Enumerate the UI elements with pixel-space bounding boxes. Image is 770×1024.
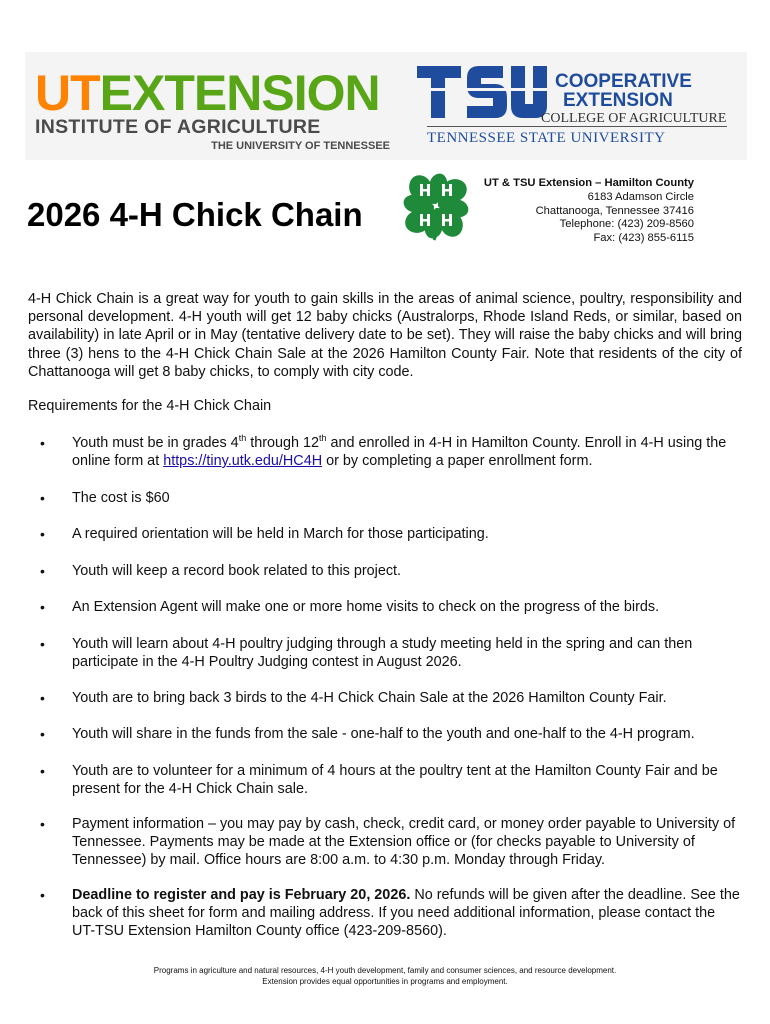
office-phone: Telephone: (423) 209-8560 xyxy=(559,218,694,231)
office-fax: Fax: (423) 855-6115 xyxy=(593,232,694,245)
page-title: 2026 4-H Chick Chain xyxy=(27,196,363,233)
ut-letters: UT xyxy=(35,65,100,121)
office-city: Chattanooga, Tennessee 37416 xyxy=(535,204,694,217)
university-of-tennessee-text: THE UNIVERSITY OF TENNESSEE xyxy=(211,140,390,152)
office-street: 6183 Adamson Circle xyxy=(587,190,694,203)
footer-programs-line: Programs in agriculture and natural resources, 4-H youth development, family and consumer sciences, and resource development. xyxy=(153,966,617,975)
intro-paragraph: 4-H Chick Chain is a great way for youth to gain skills in the areas of animal science, poultry, responsibility and personal development. 4-H youth will get 12 baby chicks (Australorps, Rhode Island Reds, or similar, based on availability) in late April or in May (tentative delivery date to be set). They will raise the baby chicks and will bring three (3) hens to the 4-H Chick Chain Sale at the 2026 Hamilton County Fair. Note that residents of the city of Chattanooga will get 8 baby chicks, to comply with city code. xyxy=(28,291,742,380)
bullet-icon: • xyxy=(40,490,45,506)
extension-text: EXTENSION xyxy=(563,90,673,111)
bullet-icon: • xyxy=(40,599,45,615)
ut-extension-logo xyxy=(35,66,390,154)
footer xyxy=(0,966,770,987)
four-leaf-clover-icon xyxy=(396,166,476,246)
bullet-icon: • xyxy=(40,690,45,706)
institute-of-agriculture-text: INSTITUTE OF AGRICULTURE xyxy=(35,116,321,138)
bullet-icon: • xyxy=(40,816,45,832)
college-of-agriculture-text: COLLEGE OF AGRICULTURE xyxy=(541,111,727,126)
flyer-page: UTEXTENSION INSTITUTE OF AGRICULTURE THE UNIVERSITY OF TENNESSEE COOPERATIVE EXTENSION COLLEGE OF AGRICULTURE TENNESSEE STATE UNIVERSITY 2026 4-H Chick Chain UT & TSU Extension – Hamilton County 6183 Adamson Circle Chattanooga, Tennessee 37416 Telephone: (423) 209-8560 Fax: (423) 855-6115 4-H Chick Chain is a great way for youth to gain skills in the areas of animal science, poultry, responsibility and personal development. 4-H youth will get 12 baby chicks (Australorps, Rhode Island Reds, or similar, based on availability) in late April or in May (tentative delivery date to be set). They will raise the baby chicks and will bring three (3) hens to the 4-H Chick Chain Sale at the 2026 Hamilton County Fair. Note that residents of the city of Chattanooga will get 8 baby chicks, to comply with city code. Requirements for the 4-H Chick Chain • Youth must be in grades 4th through 12th and enrolled in 4-H in Hamilton County. Enroll in 4-H using the online form at https://tiny.utk.edu/HC4H or by completing a paper enrollment form. • The cost is $60 • A required orientation will be held in March for those participating. • Youth will keep a record book related to this project. • An Extension Agent will make one or more home visits to check on the progress of the birds. • Youth will learn about 4-H poultry judging through a study meeting held in the spring and can then participate in the 4-H Poultry Judging contest in August 2026. • Youth are to bring back 3 birds to the 4-H Chick Chain Sale at the 2026 Hamilton County Fair. • Youth will share in the funds from the sale - one-half to the youth and one-half to the 4-H program. • Youth are to volunteer for a minimum of 4 hours at the poultry tent at the Hamilton County Fair and be present for the 4-H Chick Chain sale. • Payment information – you may pay by cash, check, credit card, or money order payable to University of Tennessee. Payments may be made at the Extension office or (for checks payable to University of Tennessee) by mail. Office hours are 8:00 a.m. to 4:30 p.m. Monday through Friday. • Deadline to register and pay is February 20, 2026. No refunds will be given after the deadline. See the back of this sheet for form and mailing address. If you need additional information, please contact the UT-TSU Extension Hamilton County office (423-209-8560). Programs in agriculture and natural resources, 4-H youth development, family and consumer sciences, and resource development. Extension provides equal opportunities in programs and employment. xyxy=(0,0,770,1024)
tennessee-state-university-text: TENNESSEE STATE UNIVERSITY xyxy=(427,130,666,146)
bullet-icon: • xyxy=(40,726,45,742)
cooperative-text: COOPERATIVE xyxy=(555,71,692,92)
bullet-icon: • xyxy=(40,563,45,579)
bullet-icon: • xyxy=(40,763,45,779)
bullet-icon: • xyxy=(40,636,45,652)
tsu-cooperative-extension-logo xyxy=(417,60,735,152)
extension-word: EXTENSION xyxy=(99,65,380,121)
bullet-icon: • xyxy=(40,435,45,451)
tsu-mark-icon xyxy=(417,60,549,124)
logo-divider xyxy=(427,126,727,127)
bullet-icon: • xyxy=(40,887,45,903)
ut-extension-wordmark xyxy=(35,66,380,120)
enrollment-link[interactable]: https://tiny.utk.edu/HC4H xyxy=(163,453,323,469)
footer-equal-opportunity-line: Extension provides equal opportunities in programs and employment. xyxy=(262,976,508,986)
requirements-heading: Requirements for the 4-H Chick Chain xyxy=(28,398,272,414)
office-contact-block xyxy=(470,177,694,246)
logo-banner xyxy=(25,52,747,160)
deadline-text: Deadline to register and pay is February 20, 2026. xyxy=(72,887,411,903)
office-name: UT & TSU Extension – Hamilton County xyxy=(483,177,694,189)
bullet-icon: • xyxy=(40,526,45,542)
